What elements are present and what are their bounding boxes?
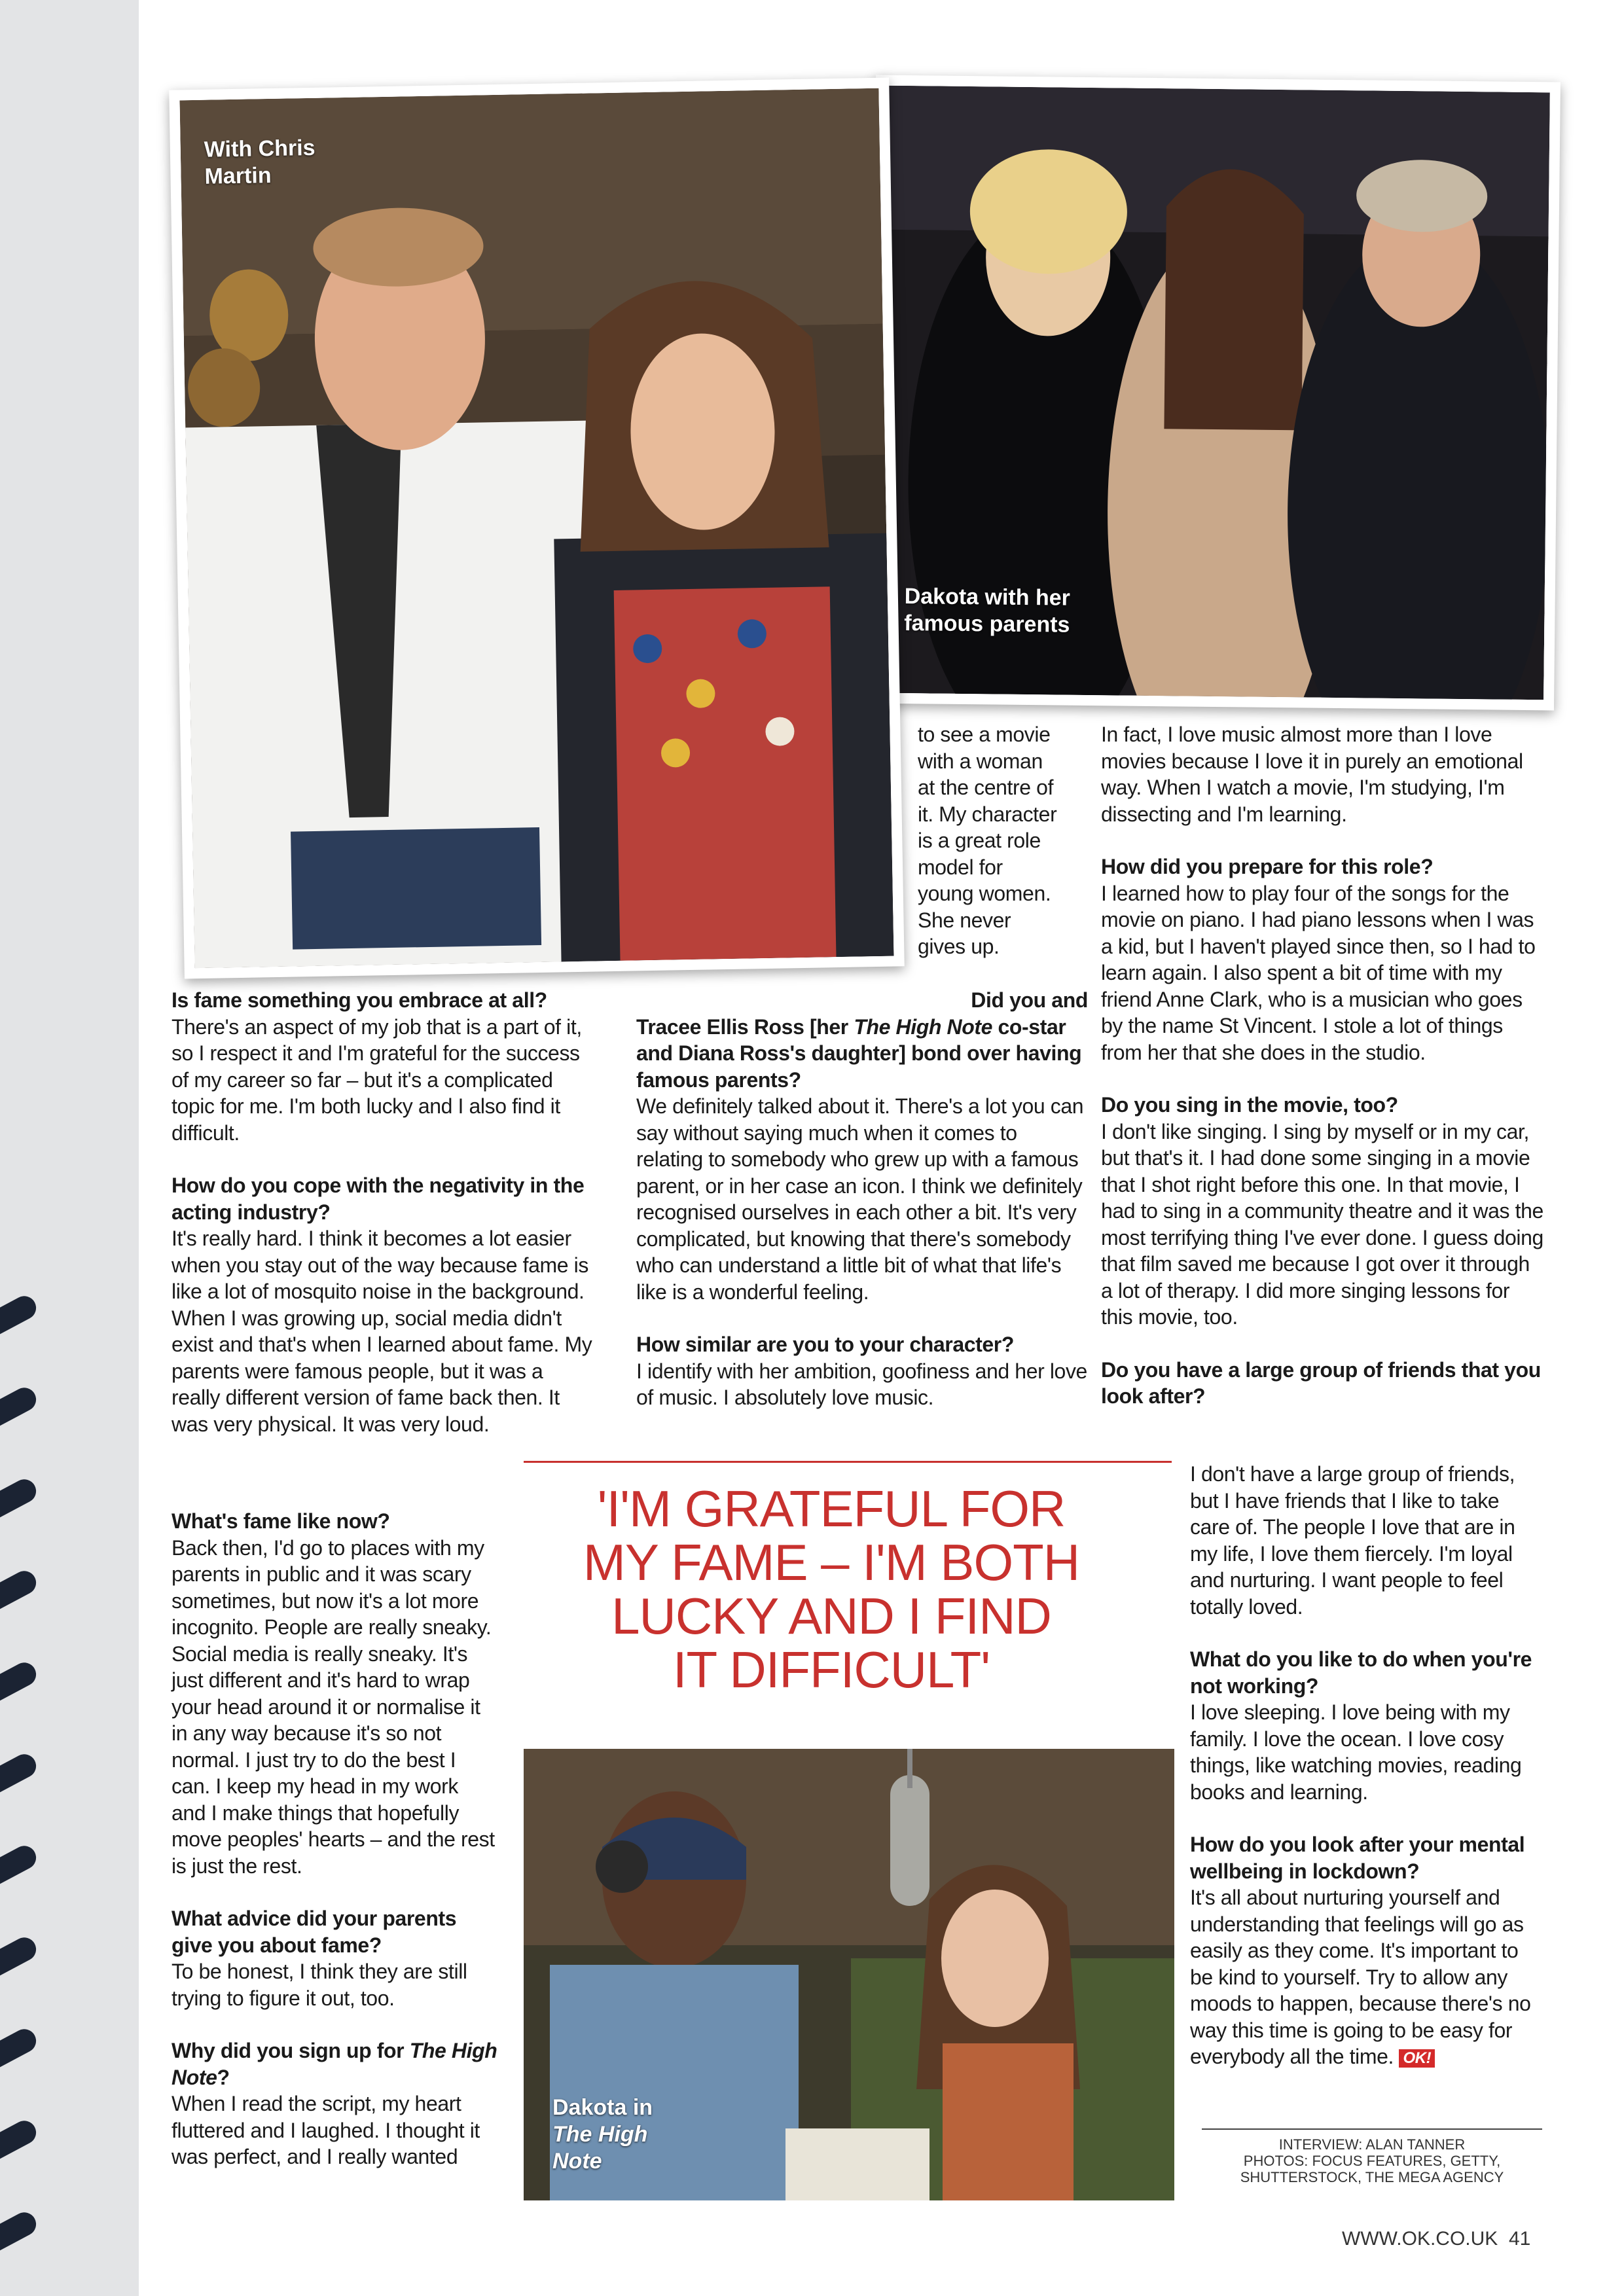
caption-parents: Dakota with her famous parents [904,584,1071,637]
column-1 [171,987,596,1437]
stripe-decoration [0,1384,40,1441]
text-line: is a great role [918,829,1041,852]
answer-paragraph: I learned how to play four of the songs for the movie on piano. I had piano lessons when I was a kid, but I haven't played since then, so I had to learn again. I also spent a bit of time with my friend Anne Clark, who is a musician who goes by the name St Vincent. I stole a lot of things from her that she does in the studio. [1101,881,1536,1064]
answer-paragraph [1190,1884,1543,2070]
answer-paragraph: There's an aspect of my job that is a part of it, so I respect it and I'm grateful for the success of my career so far – but it's a complicated topic for me. I'm both lucky and I also find it difficult. [171,1014,582,1145]
film-title: The High Note [854,1014,992,1039]
question-lead: Did you and [971,988,1088,1012]
stripe-decoration [0,1933,40,1991]
caption-chris: With Chris Martin [204,135,316,189]
credit-line: PHOTOS: FOCUS FEATURES, GETTY, [1243,2153,1501,2169]
pull-quote-line: MY FAME – I'M BOTH [583,1534,1080,1591]
question-heading: What advice did your parents give you about fame? [171,1907,457,1957]
ok-logo-badge: OK! [1399,2049,1435,2068]
question-heading: What's fame like now? [171,1509,390,1533]
pull-quote [550,1482,1113,1696]
answer-paragraph: We definitely talked about it. There's a lot you can say without saying much when it comes to relating to somebody who grew up with a famous parent, or in her case an icon. I think we definitely recognised ourselves in each other a bit. It's very complicated, but knowing that there's somebody who can understand a little bit of what that life's like is a wonderful feeling. [636,1094,1084,1304]
text-line: at the centre of [918,776,1054,799]
photo-credits [1202,2136,1542,2185]
site-url: WWW.OK.CO.UK [1342,2228,1498,2250]
photo-chris-image [180,88,894,968]
answer-paragraph: In fact, I love music almost more than I love movies because I love it in purely an emotional way. When I watch a movie, I'm studying, I'm dissecting and I'm learning. [1101,723,1523,826]
question-heading: How do you cope with the negativity in the acting industry? [171,1174,585,1224]
caption-high-note [552,2094,696,2175]
question-text: co-star and Diana Ross's daughter] bond over having famous parents? [636,1014,1082,1092]
text-line: She never [918,908,1011,932]
pull-quote-rule-top [524,1461,1172,1463]
answer-paragraph: When I read the script, my heart fluttered and I laughed. I thought it was perfect, and I really wanted [171,2092,480,2168]
stripe-decoration [0,2117,40,2174]
pull-quote-line: LUCKY AND I FIND [611,1587,1051,1645]
answer-paragraph: To be honest, I think they are still trying to figure it out, too. [171,1960,467,2010]
answer-paragraph: I identify with her ambition, goofiness and her love of music. I absolutely love music. [636,1359,1087,1409]
left-margin-photo-strip [0,0,139,2296]
stripe-decoration [0,1292,40,1350]
caption-text: Dakota in [552,2095,653,2120]
answer-text: It's all about nurturing yourself and understanding that feelings will go as easily as they come. It's important to be kind to yourself. Try to allow any moods to happen, because there's no way this time is going to be easy for everybody all the time. [1190,1886,1531,2068]
column-3-lower [1190,1461,1543,2070]
stripe-decoration [0,1842,40,1899]
text-line: with a woman [918,749,1043,773]
question-text: ? [217,2065,230,2089]
column2-top-text [918,721,1114,960]
stripe-decoration [0,1567,40,1624]
credit-line: INTERVIEW: ALAN TANNER [1278,2136,1466,2153]
column-3 [1101,721,1546,1410]
question-heading: How similar are you to your character? [636,1333,1014,1356]
stripe-decoration [0,1750,40,1808]
page-folio [1342,2228,1530,2250]
question-heading: Do you have a large group of friends that you look after? [1101,1357,1541,1408]
page-number: 41 [1509,2228,1531,2250]
text-line: young women. [918,882,1051,905]
question-heading [171,2037,497,2090]
question-heading: Do you sing in the movie, too? [1101,1093,1398,1117]
question-text: Tracee Ellis Ross [her [636,1014,854,1039]
question-heading: Is fame something you embrace at all? [171,988,547,1012]
question-text: Why did you sign up for [171,2039,410,2062]
pull-quote-line: 'I'M GRATEFUL FOR [597,1480,1066,1537]
photo-with-chris-martin [169,78,905,979]
question-heading: What do you like to do when you're not working? [1190,1647,1532,1698]
film-title: The High Note [171,2039,497,2089]
film-title: The High Note [552,2122,648,2174]
text-line: gives up. [918,935,1000,958]
stripe-decoration [0,1475,40,1533]
question-heading: How did you prepare for this role? [1101,855,1434,878]
answer-paragraph: I don't have a large group of friends, but I have friends that I like to take care of. The people I love that are in my life, I love them fiercely. I'm loyal and nurturing. I want people to feel totally loved. [1190,1462,1515,1619]
question-heading: How do you look after your mental wellbeing in lockdown? [1190,1833,1525,1883]
stripe-decoration [0,1659,40,1716]
pull-quote-line: IT DIFFICULT' [672,1641,990,1698]
answer-paragraph: I love sleeping. I love being with my family. I love the ocean. I love cosy things, like watching movies, reading books and learning. [1190,1700,1522,1804]
question-heading [636,1014,1088,1094]
credit-line: SHUTTERSTOCK, THE MEGA AGENCY [1240,2169,1504,2185]
photo-the-high-note [524,1749,1174,2200]
stripe-decoration [0,2025,40,2083]
text-line: to see a movie [918,723,1051,746]
column-2 [636,987,1088,1411]
answer-paragraph: I don't like singing. I sing by myself or in my car, but that's it. I had done some singing in a movie that I shot right before this one. In that movie, I had to sing in a community theatre and it was the most terrifying thing I've ever done. I guess doing that film saved me because I got over it through a lot of therapy. I did more singing lessons for this movie, too. [1101,1119,1543,1329]
stripe-decoration [0,2208,40,2266]
credits-rule [1202,2128,1542,2130]
answer-paragraph: It's really hard. I think it becomes a lot easier when you stay out of the way because fame is like a lot of mosquito noise in the background. When I was growing up, social media didn't exist and that's when I learned about fame. My parents were famous people, but it was a really different version of fame back then. It was very physical. It was very loud. [171,1227,592,1436]
text-line: it. My character [918,802,1057,826]
text-line: model for [918,855,1003,879]
photo-famous-parents [869,75,1561,711]
column-1-lower [171,1508,497,2170]
answer-paragraph: Back then, I'd go to places with my parents in public and it was scary sometimes, but now it's a lot more incognito. People are really sneaky. Social media is really sneaky. It's just different and it's hard to wrap your head around it or normalise it in any way because it's so not normal. I just try to do the best I can. I keep my head in my work and I make things that hopefully move peoples' hearts – and the rest is just the rest. [171,1535,495,1878]
